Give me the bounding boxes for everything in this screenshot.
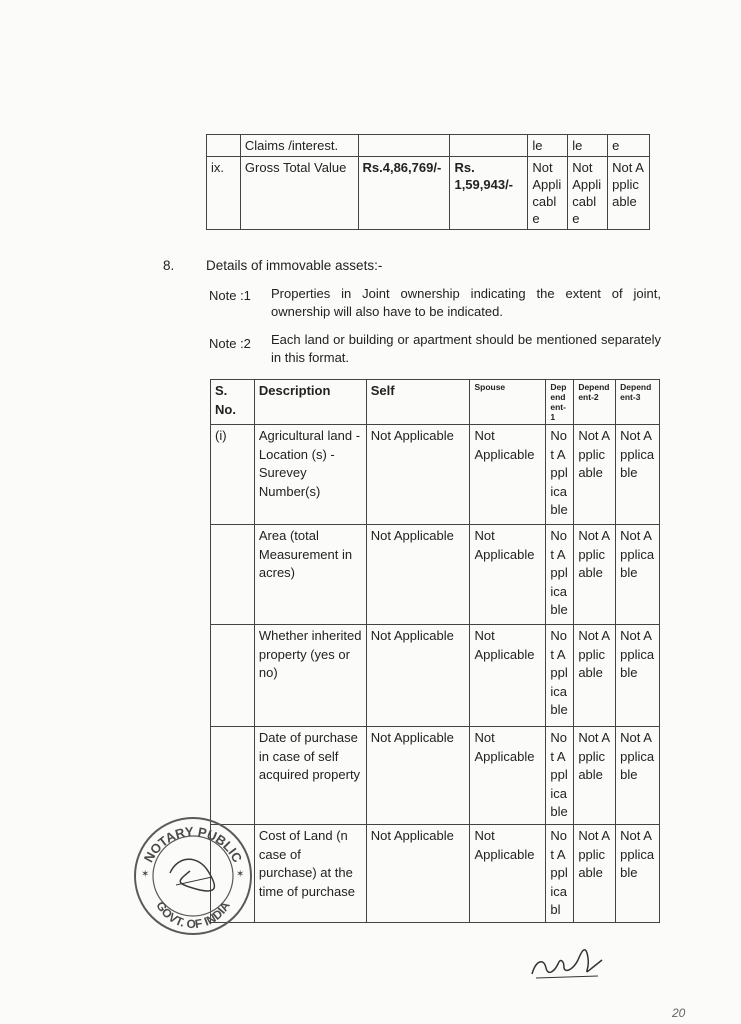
cell-dep1: Not Applicable — [546, 727, 574, 825]
cell-dep2: le — [568, 135, 608, 157]
cell-dep3: e — [608, 135, 650, 157]
cell-dep1: Not Applicabl — [546, 825, 574, 923]
cell-self: Rs.4,86,769/- — [358, 157, 450, 230]
header-dep1: Dependent-1 — [546, 380, 574, 425]
notary-stamp — [132, 815, 254, 937]
cell-dep1: le — [528, 135, 568, 157]
cell-self — [358, 135, 450, 157]
header-dep2: Dependent-2 — [574, 380, 616, 425]
header-spouse: Spouse — [470, 380, 546, 425]
table-header-row — [211, 380, 660, 425]
svg-text:✶: ✶ — [236, 869, 245, 880]
cell-dep1: Not Applicable — [546, 525, 574, 625]
section-number: 8. — [163, 258, 175, 273]
cell-spouse: Not Applicable — [470, 727, 546, 825]
header-description: Description — [254, 380, 366, 425]
table-row — [207, 157, 650, 230]
note1-label: Note :1 — [209, 288, 251, 303]
cell-dep3: Not Applicable — [616, 825, 660, 923]
table-row — [207, 135, 650, 157]
cell-sno — [211, 525, 255, 625]
cell-sno: (i) — [211, 425, 255, 525]
table-row — [211, 425, 660, 525]
cell-description: Claims /interest. — [240, 135, 358, 157]
section-title: Details of immovable assets:- — [206, 258, 383, 273]
cell-dep3: Not Applicable — [616, 727, 660, 825]
note2-label: Note :2 — [209, 336, 251, 351]
cell-dep2: Not Applicable — [574, 525, 616, 625]
cell-description: Gross Total Value — [240, 157, 358, 230]
cell-sno — [207, 135, 241, 157]
cell-sno — [211, 625, 255, 727]
cell-self: Not Applicable — [366, 625, 470, 727]
cell-dep3: Not Applicable — [616, 625, 660, 727]
page-number: 20 — [672, 1006, 686, 1020]
note2-text: Each land or building or apartment should be mentioned separately in this format. — [271, 332, 661, 365]
cell-dep1: Not Applicable — [528, 157, 568, 230]
cell-dep2: Not Applicable — [574, 825, 616, 923]
cell-spouse: Not Applicable — [470, 525, 546, 625]
cell-self: Not Applicable — [366, 727, 470, 825]
svg-text:✶: ✶ — [141, 869, 150, 880]
table-row — [211, 525, 660, 625]
cell-description: Cost of Land (n case of purchase) at the time of purchase — [254, 825, 366, 923]
cell-spouse: Not Applicable — [470, 825, 546, 923]
cell-self: Not Applicable — [366, 425, 470, 525]
signature — [528, 938, 604, 984]
cell-description: Agricultural land -Location (s) -Surevey Number(s) — [254, 425, 366, 525]
cell-dep2: Not Applicable — [574, 425, 616, 525]
cell-sno: ix. — [207, 157, 241, 230]
cell-self: Not Applicable — [366, 525, 470, 625]
cell-dep2: Not Applicable — [574, 625, 616, 727]
cell-dep2: Not Applicable — [574, 727, 616, 825]
table-row — [211, 625, 660, 727]
header-dep3: Dependent-3 — [616, 380, 660, 425]
cell-description: Area (total Measurement in acres) — [254, 525, 366, 625]
header-sno: S. No. — [211, 380, 255, 425]
cell-spouse: Rs. 1,59,943/- — [450, 157, 528, 230]
cell-dep3: Not Applicable — [616, 425, 660, 525]
cell-dep3: Not Applicable — [616, 525, 660, 625]
cell-dep3: Not Applicable — [608, 157, 650, 230]
cell-description: Date of purchase in case of self acquired property — [254, 727, 366, 825]
immovable-assets-table — [210, 379, 660, 923]
cell-description: Whether inherited property (yes or no) — [254, 625, 366, 727]
cell-sno — [211, 727, 255, 825]
cell-dep2: Not Applicable — [568, 157, 608, 230]
header-self: Self — [366, 380, 470, 425]
note1-text: Properties in Joint ownership indicating the extent of joint, ownership will also have to be indicated. — [271, 286, 661, 319]
cell-dep1: Not Applicable — [546, 425, 574, 525]
assets-table-continuation — [206, 134, 650, 230]
table-row — [211, 727, 660, 825]
table-row — [211, 825, 660, 923]
stamp-bottom-text: GOVT. OF INDIA — [153, 898, 233, 932]
cell-spouse: Not Applicable — [470, 425, 546, 525]
stamp-top-text: NOTARY PUBLIC — [140, 823, 246, 865]
cell-spouse — [450, 135, 528, 157]
cell-spouse: Not Applicable — [470, 625, 546, 727]
cell-self: Not Applicable — [366, 825, 470, 923]
cell-dep1: Not Applicable — [546, 625, 574, 727]
